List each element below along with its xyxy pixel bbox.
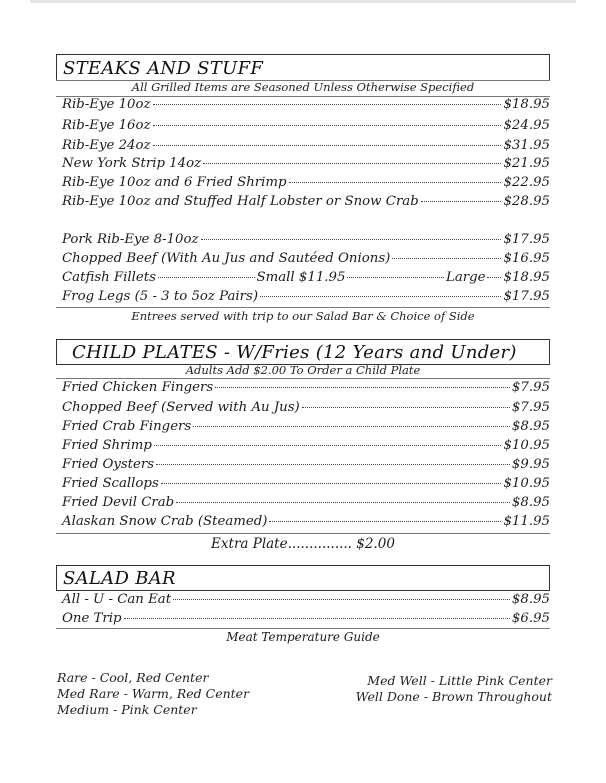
menu-item [62,514,550,532]
item-name: All - U - Can Eat [62,592,172,607]
leader-dots [153,145,502,146]
menu-item [62,457,550,475]
steaks-footer: Entrees served with trip to our Salad Bar & Choice of Side [131,309,475,323]
leader-dots [215,387,510,388]
steaks-footer-rule [56,307,550,308]
item-name: Fried Shrimp [62,438,152,453]
item-price: $6.95 [511,611,550,626]
menu-item [62,232,550,250]
item-price: $8.95 [511,592,550,607]
item-name: Rib-Eye 16oz [62,118,151,133]
extra-plate-dots: ............... [287,536,352,552]
steaks-title: STEAKS AND STUFF [63,58,264,79]
item-name: Chopped Beef (Served with Au Jus) [62,400,300,415]
item-price: $21.95 [503,156,550,171]
salad-title: SALAD BAR [63,568,176,589]
menu-item [62,495,550,513]
item-name: Rib-Eye 10oz and 6 Fried Shrimp [62,175,287,190]
meat-guide-title: Meat Temperature Guide [226,630,380,644]
leader-dots [260,296,501,297]
item-price: $8.95 [511,495,550,510]
item-name: Chopped Beef (With Au Jus and Sautéed Onions) [62,251,391,266]
catfish-large: Large [445,270,486,285]
guide-med-well: Med Well - Little Pink Center [367,673,552,688]
guide-med-rare: Med Rare - Warm, Red Center [57,686,250,701]
item-price: $22.95 [503,175,550,190]
extra-plate-label: Extra Plate [211,536,288,552]
item-price: $10.95 [503,476,550,491]
leader-dots [347,277,444,278]
item-name: New York Strip 14oz [62,156,202,171]
menu-item [62,476,550,494]
guide-well-done: Well Done - Brown Throughout [355,689,552,704]
leader-dots [487,277,501,278]
leader-dots [156,464,510,465]
child-title: CHILD PLATES - W/Fries (12 Years and Under) [72,342,517,363]
menu-item-catfish [62,270,550,288]
item-price: $7.95 [511,380,550,395]
leader-dots [203,163,501,164]
item-name: Frog Legs (5 - 3 to 5oz Pairs) [62,289,259,304]
item-name: Rib-Eye 10oz [62,97,151,112]
child-subtitle-rule [56,378,550,379]
menu-item [62,400,550,418]
item-name: Fried Scallops [62,476,159,491]
menu-item [62,289,550,307]
leader-dots [176,502,510,503]
menu-item [62,438,550,456]
leader-dots [124,618,510,619]
menu-item [62,97,550,115]
guide-medium: Medium - Pink Center [57,702,197,717]
item-name: Rib-Eye 24oz [62,138,151,153]
leader-dots [302,407,510,408]
item-price: $16.95 [503,251,550,266]
leader-dots [193,426,510,427]
item-price: $18.95 [503,270,551,285]
item-name: Alaskan Snow Crab (Steamed) [62,514,268,529]
leader-dots [289,182,502,183]
leader-dots [392,258,501,259]
item-price: $17.95 [503,232,550,247]
leader-dots [158,277,255,278]
item-price: $18.95 [503,97,550,112]
scan-edge [30,0,576,3]
leader-dots [153,104,502,105]
item-name: Rib-Eye 10oz and Stuffed Half Lobster or Snow Crab [62,194,419,209]
item-name: Fried Devil Crab [62,495,175,510]
item-price: $11.95 [503,514,550,529]
item-price: $8.95 [511,419,550,434]
menu-item [62,592,550,610]
item-price: $10.95 [503,438,550,453]
menu-item [62,194,550,212]
menu-item [62,138,550,156]
item-price: $17.95 [503,289,550,304]
item-price: $9.95 [511,457,550,472]
menu-item [62,419,550,437]
leader-dots [421,201,502,202]
item-price: $28.95 [503,194,550,209]
steaks-subtitle: All Grilled Items are Seasoned Unless Otherwise Specified [131,80,475,94]
item-name: Fried Oysters [62,457,155,472]
item-name: Fried Chicken Fingers [62,380,214,395]
extra-plate-price: $2.00 [356,536,395,552]
menu-item [62,380,550,398]
menu-item [62,251,550,269]
leader-dots [201,239,502,240]
extra-plate [0,536,606,552]
item-name: One Trip [62,611,122,626]
menu-item [62,156,550,174]
catfish-small: Small $11.95 [256,270,346,285]
leader-dots [153,125,502,126]
menu-item [62,611,550,629]
menu-item [62,175,550,193]
item-name: Pork Rib-Eye 8-10oz [62,232,199,247]
salad-footer-rule [56,628,550,629]
item-price: $31.95 [503,138,550,153]
child-subtitle: Adults Add $2.00 To Order a Child Plate [185,363,421,377]
leader-dots [154,445,502,446]
child-footer-rule [56,533,550,534]
leader-dots [173,599,510,600]
item-price: $7.95 [511,400,550,415]
item-price: $24.95 [503,118,550,133]
leader-dots [269,521,501,522]
leader-dots [161,483,502,484]
menu-item [62,118,550,136]
guide-rare: Rare - Cool, Red Center [57,670,209,685]
item-name: Catfish Fillets [62,270,156,285]
item-name: Fried Crab Fingers [62,419,192,434]
